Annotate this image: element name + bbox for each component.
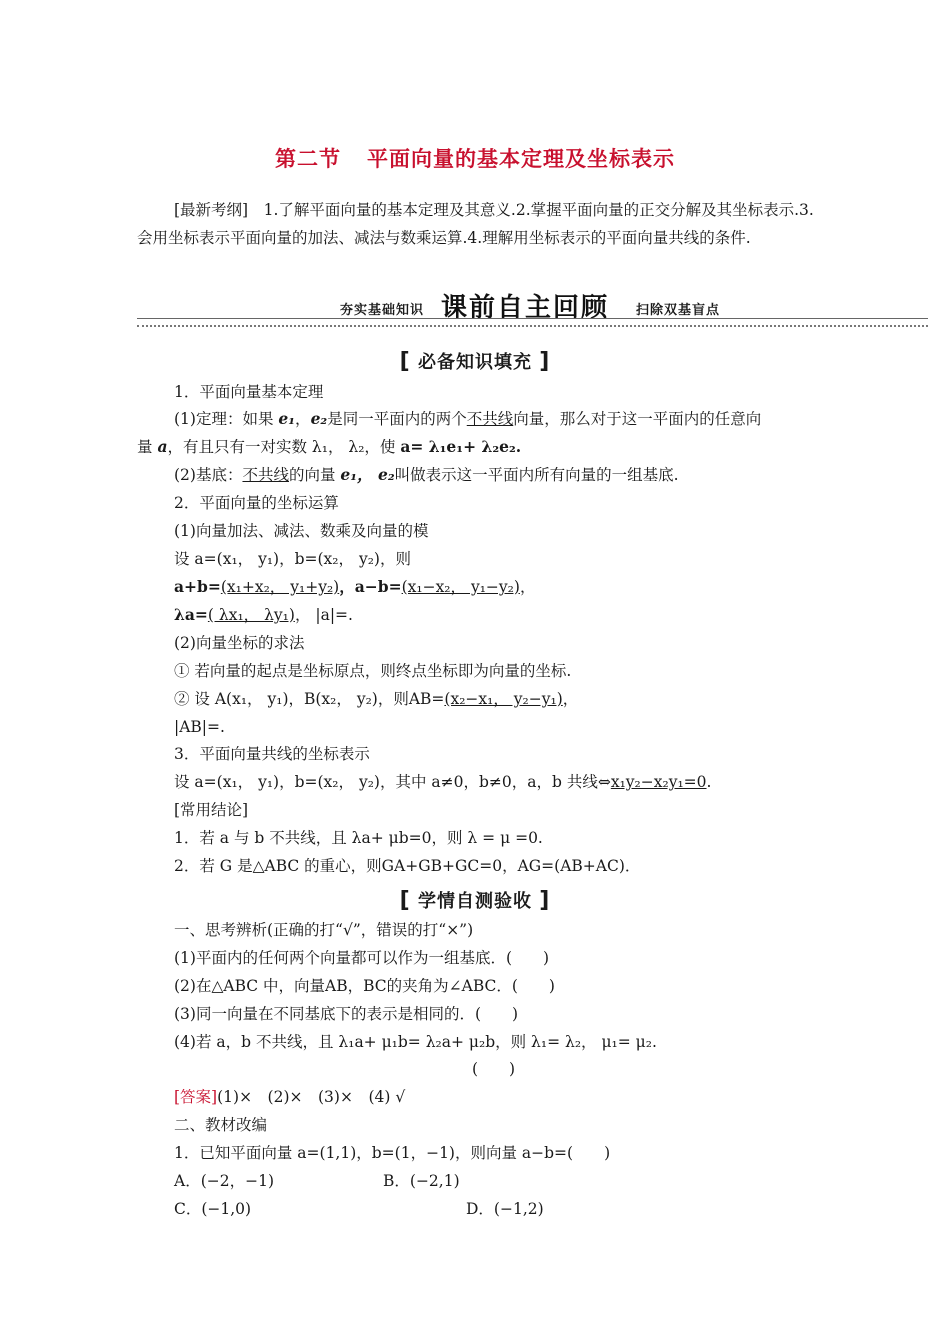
bracket-left: [ [399,888,411,913]
page-title [0,143,950,173]
text-line: (3)同一向量在不同基底下的表示是相同的．( ) [174,1005,519,1023]
text-line: (1)向量加法、减法、数乘及向量的模 [174,522,429,540]
text-line: 二、教材改编 [174,1116,268,1134]
bracket-right: ] [539,888,551,913]
text-line: a+b=(x₁+x₂， y₁+y₂)，a−b=(x₁−x₂， y₁−y₂)， [174,577,536,596]
text-line: 1．平面向量基本定理 [174,383,324,401]
text-line: ② 设 A(x₁， y₁)，B(x₂， y₂)，则AB=(x₂−x₁， y₂−y₁)， [174,690,579,708]
syllabus-label: [最新考纲] [174,201,249,219]
answer-label: [答案] [174,1088,218,1106]
banner-divider [137,318,928,327]
heading-text: 学情自测验收 [418,891,532,912]
text-line: 2．若 G 是△ABC 的重心，则GA+GB+GC=0，AG=(AB+AC)． [174,857,641,875]
banner-right: 扫除双基盲点 [636,303,721,318]
section-heading-knowledge [0,348,950,374]
text-line: [常用结论] [174,801,249,819]
text-line: 一、思考辨析(正确的打“√”，错误的打“×”) [174,921,474,939]
text-line: λa=( λx₁， λy₁)， |a|=. [174,605,353,624]
heading-text: 必备知识填充 [418,352,532,373]
syllabus-paragraph [137,196,817,252]
option-b: B．(−2,1) [383,1172,460,1190]
option-c: C．(−1,0) [174,1200,252,1218]
option-a: A．(−2，−1) [174,1172,274,1190]
text-line: (1)平面内的任何两个向量都可以作为一组基底．( ) [174,949,550,967]
text-line: 量 a，有且只有一对实数 λ₁， λ₂，使 a= λ₁e₁+ λ₂e₂. [137,437,522,456]
answer-line: [答案](1)× (2)× (3)× (4) √ [174,1088,406,1106]
text-line: ( ) [472,1060,516,1078]
banner-left: 夯实基础知识 [340,303,425,318]
text-line: 1．已知平面向量 a=(1,1)，b=(1，−1)，则向量 a−b=( ) [174,1144,611,1162]
title-section: 第二节 [275,147,341,171]
text-line: (2)在△ABC 中，向量AB，BC的夹角为∠ABC．( ) [174,977,555,995]
text-line: 3．平面向量共线的坐标表示 [174,745,370,763]
text-line: (1)定理：如果 e₁，e₂是同一平面内的两个不共线向量，那么对于这一平面内的任意向 [174,409,762,428]
banner-title: 课前自主回顾 [441,293,610,323]
text-line: 设 a=(x₁， y₁)，b=(x₂， y₂)，其中 a≠0，b≠0，a，b 共线⇔x₁y₂−x₂y₁=0. [174,773,712,791]
text-line: (2)向量坐标的求法 [174,634,305,652]
text-line: 设 a=(x₁， y₁)，b=(x₂， y₂)，则 [174,550,411,568]
bracket-left: [ [399,349,411,374]
text-line: (2)基底：不共线的向量 e₁， e₂叫做表示这一平面内所有向量的一组基底. [174,465,679,484]
text-line: 2．平面向量的坐标运算 [174,494,339,512]
text-line: (4)若 a，b 不共线，且 λ₁a+ μ₁b= λ₂a+ μ₂b，则 λ₁= λ₂， μ₁= μ₂. [174,1033,657,1051]
text-line: |AB|=. [174,718,225,736]
bracket-right: ] [539,349,551,374]
text-line: ① 若向量的起点是坐标原点，则终点坐标即为向量的坐标. [174,662,572,680]
syllabus-text: 1.了解平面向量的基本定理及其意义.2.掌握平面向量的正交分解及其坐标表示.3.会用坐标表示平面向量的加法、减法与数乘运算.4.理解用坐标表示的平面向量共线的条件. [137,201,814,247]
text-line: 1．若 a 与 b 不共线，且 λa+ μb=0，则 λ = μ =0. [174,829,543,847]
title-topic: 平面向量的基本定理及坐标表示 [367,147,675,171]
option-d: D．(−1,2) [466,1200,544,1218]
section-heading-selftest [0,887,950,913]
